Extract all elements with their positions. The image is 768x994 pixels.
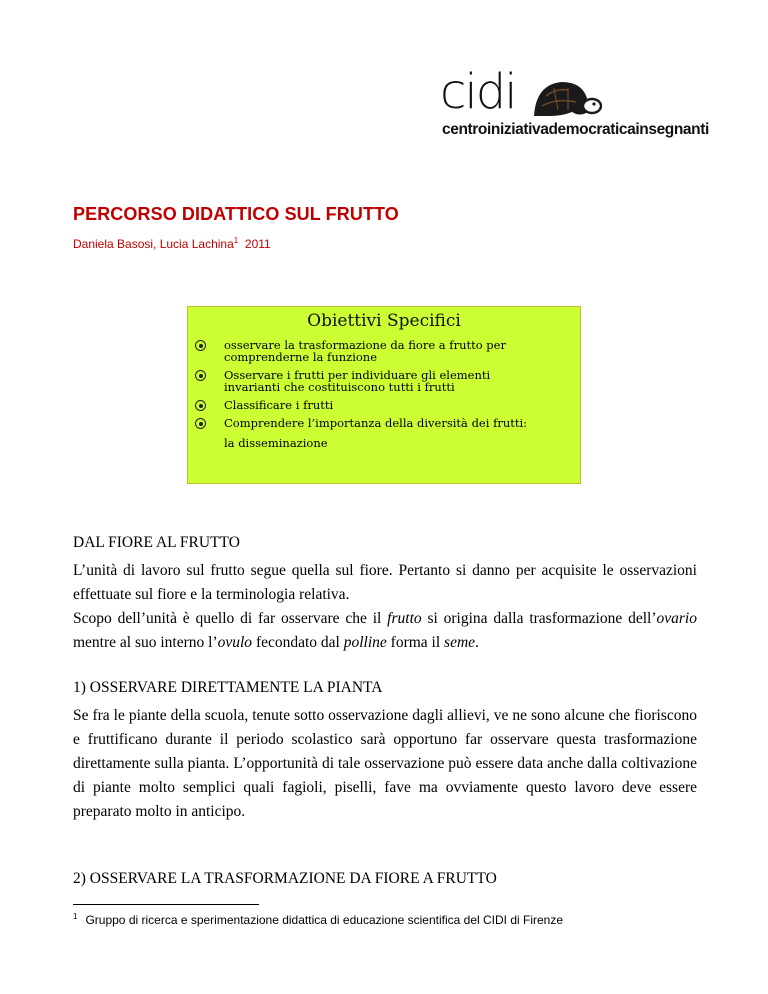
objectives-box [187,306,581,484]
paragraph: Se fra le piante della scuola, tenute sotto osservazione dagli allievi, ve ne sono alcune che fioriscono e fruttificano durante il periodo scolastico sarà opportuno far osservare questa trasformazione direttamente sulla pianta. L’opportunità di tale osservazione può essere data anche dalla coltivazione di piante molto semplici quali fagioli, piselli, fave ma ovviamente questo lavoro deve essere preparato molto in anticipo. [73,707,697,820]
footnote-number: 1 [73,912,78,921]
footnote-separator [73,904,259,905]
year: 2011 [244,237,271,251]
section-heading: DAL FIORE AL FRUTTO [73,534,240,551]
authors-line [73,236,271,251]
objective-item: Comprendere l’importanza della diversità dei frutti: la disseminazione [188,417,527,449]
footnote [73,912,563,927]
section-body [73,559,697,655]
logo-word: cidi [440,64,516,120]
section-heading: 2) OSSERVARE LA TRASFORMAZIONE DA FIORE A FRUTTO [73,870,497,887]
bullet-icon [195,400,206,411]
bullet-icon [195,418,206,429]
footnote-text: Gruppo di ricerca e sperimentazione didattica di educazione scientifica del CIDI di Firenze [85,913,564,927]
objective-item: osservare la trasformazione da fiore a frutto per comprenderne la funzione [188,339,527,363]
document-title: PERCORSO DIDATTICO SUL FRUTTO [73,204,399,224]
cidi-logo [440,66,710,146]
paragraph: L’unità di lavoro sul frutto segue quella sul fiore. Pertanto si danno per acquisite le osservazioni effettuate sul fiore e la terminologia relativa. [73,562,697,603]
logo-tagline: centroiniziativademocraticainsegnanti [442,121,709,138]
bullet-icon [195,370,206,381]
bullet-icon [195,340,206,351]
authors: Daniela Basosi, Lucia Lachina [73,237,234,251]
objectives-list [188,339,527,449]
turtle-icon [532,76,602,118]
paragraph: Scopo dell’unità è quello di far osservare che il frutto si origina dalla trasformazione dell’ovario mentre al suo interno l’ovulo fecondato dal polline forma il seme. [73,610,697,651]
objective-item: Classificare i frutti [188,399,527,411]
objectives-title: Obiettivi Specifici [307,311,461,331]
section-heading: 1) OSSERVARE DIRETTAMENTE LA PIANTA [73,679,383,696]
objective-item: Osservare i frutti per individuare gli elementi invarianti che costituiscono tutti i frutti [188,369,527,393]
footnote-ref: 1 [233,236,239,245]
